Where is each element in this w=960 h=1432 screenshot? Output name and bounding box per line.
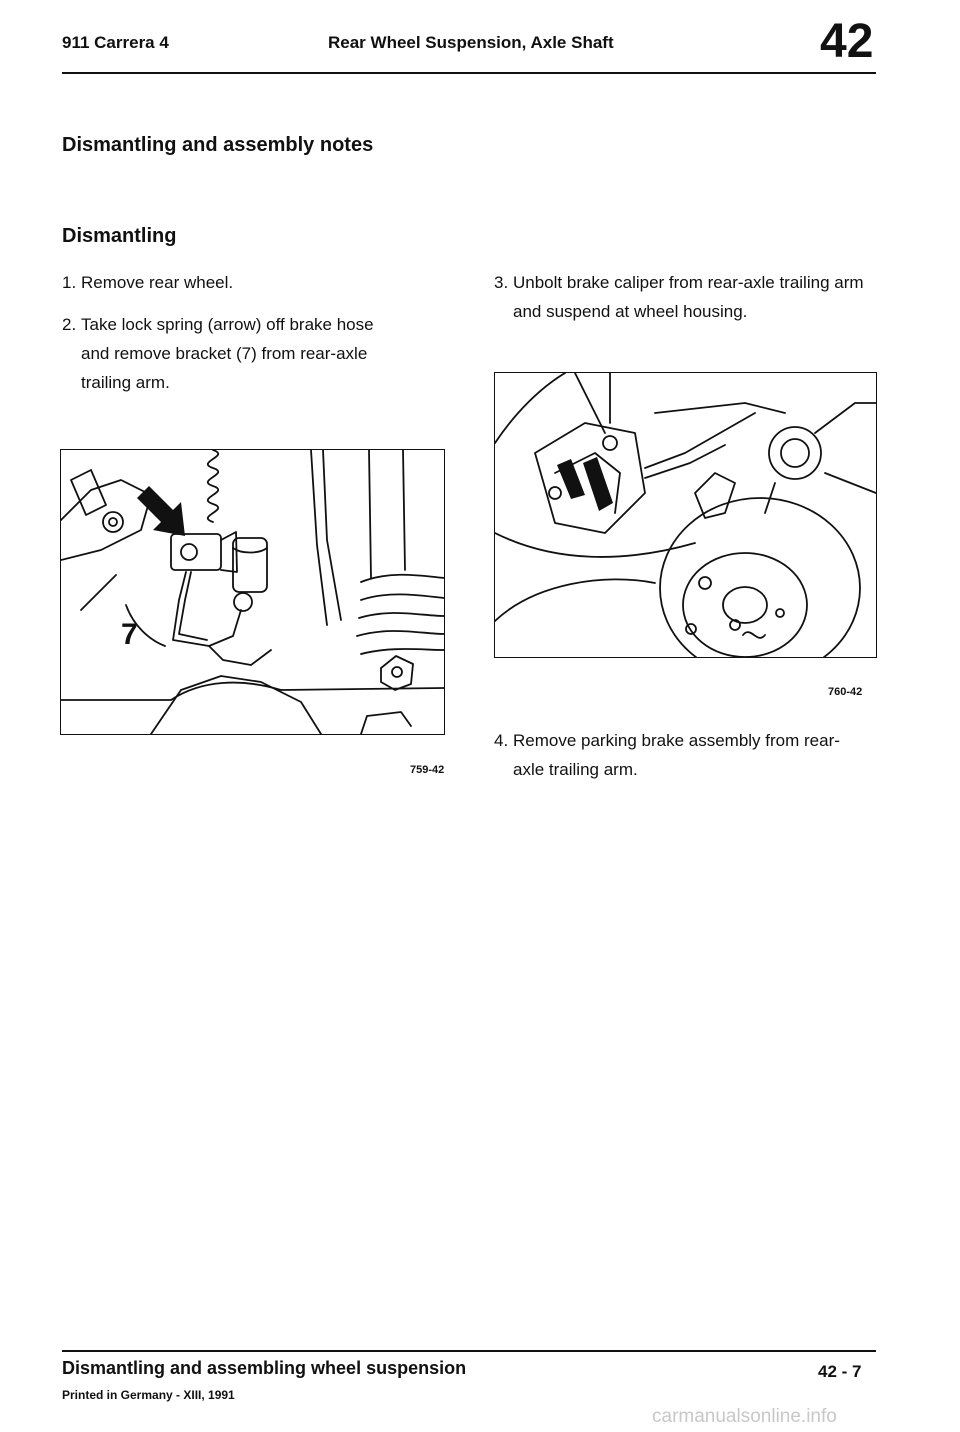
header-rule: [62, 72, 876, 74]
brake-hose-illustration: [61, 450, 444, 734]
header-group-number: 42: [820, 15, 874, 68]
arrow-icon: [137, 486, 185, 536]
figure-brake-hose-bracket: [60, 449, 445, 735]
footer-printed: Printed in Germany - XIII, 1991: [62, 1388, 235, 1402]
step-text: Remove rear wheel.: [81, 273, 234, 292]
step-2: [62, 310, 402, 397]
step-number: 4.: [494, 731, 509, 750]
step-number: 3.: [494, 273, 509, 292]
step-4: [494, 726, 864, 784]
figure-brake-caliper: [494, 372, 877, 658]
figure-caption-759-42: 759-42: [410, 764, 445, 776]
footer-title: Dismantling and assembling wheel suspension: [62, 1358, 467, 1378]
step-text: Remove parking brake assembly from rear-axle trailing arm.: [513, 731, 840, 779]
figure-caption-760-42: 760-42: [828, 686, 863, 698]
footer-page-number: 42 - 7: [818, 1362, 862, 1381]
step-text: Take lock spring (arrow) off brake hose and remove bracket (7) from rear-axle trailing arm.: [81, 315, 374, 392]
figure-callout-7: 7: [121, 618, 138, 651]
brake-caliper-illustration: [495, 373, 876, 657]
header-model: 911 Carrera 4: [62, 33, 169, 52]
step-number: 2.: [62, 315, 77, 334]
step-number: 1.: [62, 273, 77, 292]
step-1: [62, 268, 452, 297]
header-title: Rear Wheel Suspension, Axle Shaft: [328, 33, 614, 52]
step-3: [494, 268, 864, 326]
step-text: Unbolt brake caliper from rear-axle trailing arm and suspend at wheel housing.: [513, 273, 864, 321]
watermark: carmanualsonline.info: [652, 1406, 837, 1427]
subsection-title: Dismantling: [62, 225, 177, 247]
footer-rule: [62, 1350, 876, 1352]
section-title: Dismantling and assembly notes: [62, 134, 374, 156]
